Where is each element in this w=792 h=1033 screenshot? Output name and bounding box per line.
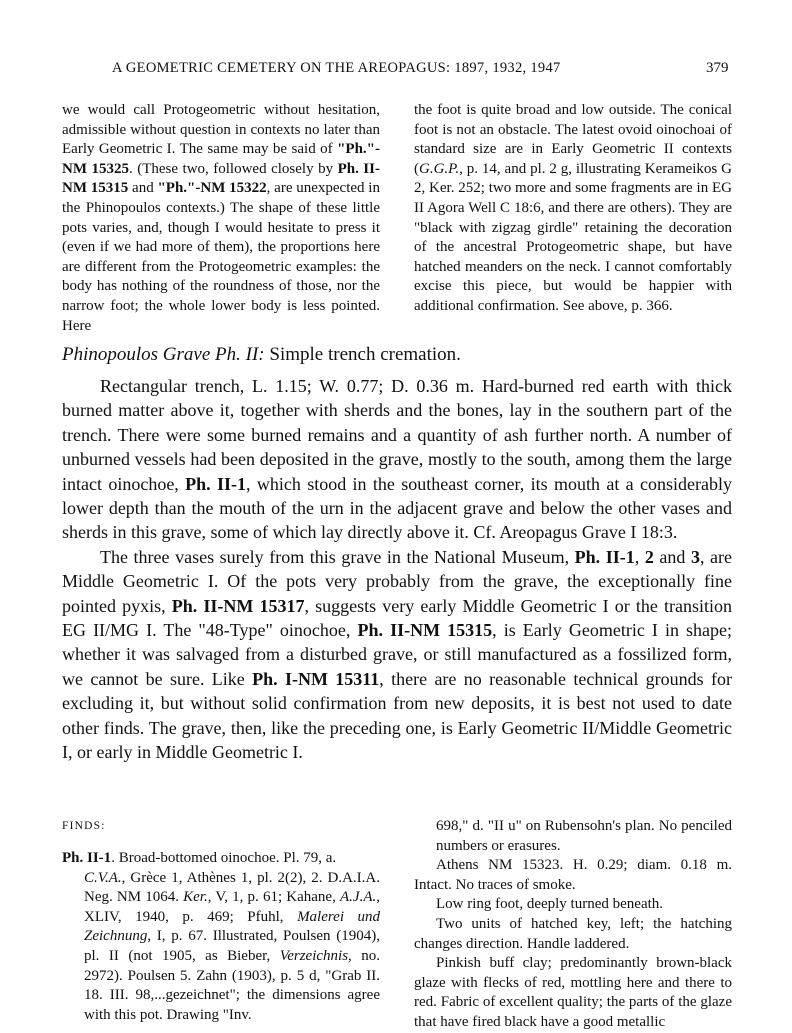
finds-decoration: Two units of hatched key, left; the hatching changes direction. Handle laddered.	[414, 915, 732, 952]
right-column-paragraph: the foot is quite broad and low outside. The conical foot is not an obstacle. The latest ovoid oinochoai of standard size are in Early Geometric II contexts (G.G.P., p. 14, and pl. 2 g, illustrating Kerameikos G 2, Ker. 252; two more and some fragments are in EG II Agora Well C 18:6, and there are others). They are "black with zigzag girdle" retaining the decoration of the ancestral Protogeometric shape, but have hatched meanders on the neck. I cannot comfortably excise this piece, but would be happier with additional confirmation. See above, p. 366.	[414, 102, 732, 314]
finds-entry-title: Ph. II-1. Broad-bottomed oinochoe. Pl. 79, a.	[62, 850, 337, 866]
running-header: A GEOMETRIC CEMETERY ON THE AREOPAGUS: 1897, 1932, 1947	[112, 60, 561, 76]
finds-fabric: Pinkish buff clay; predominantly brown-black glaze with flecks of red, mottling here and there to red. Fabric of excellent quality; the parts of the glaze that have fired black have a good metallic	[414, 955, 732, 1030]
page-number: 379	[706, 60, 729, 76]
description-paragraph-1: Rectangular trench, L. 1.15; W. 0.77; D. 0.36 m. Hard-burned red earth with thick burned matter above it, together with sherds and the bones, lay in the southern part of the trench. There were some burned remains and a quantity of ash further north. A number of unburned vessels had been deposited in the grave, mostly to the south, among them the large intact oinochoe, Ph. II-1, which stood in the southeast corner, its mouth at a considerably lower depth than the mouth of the urn in the adjacent grave and below the other vases and sherds in this grave, some of which lay directly above it. Cf. Areopagus Grave I 18:3.	[62, 376, 732, 543]
finds-museum-dimensions: Athens NM 15323. H. 0.29; diam. 0.18 m. Intact. No traces of smoke.	[414, 857, 732, 893]
grave-heading: Phinopoulos Grave Ph. II: Simple trench cremation.	[62, 344, 461, 365]
description-paragraph-2: The three vases surely from this grave in the National Museum, Ph. II-1, 2 and 3, are Middle Geometric I. Of the pots very probably from the grave, the exceptionally fine pointed pyxis, Ph. II-NM 15317, suggests very early Middle Geometric I or the transition EG II/MG I. The "48-Type" oinochoe, Ph. II-NM 15315, is Early Geometric I in shape; whether it was salvaged from a disturbed grave, or still manufactured as a fossilized form, we cannot be sure. Like Ph. I-NM 15311, there are no reasonable technical grounds for excluding it, but without solid confirmation from new deposits, it is best not used to date other finds. The grave, then, like the preceding one, is Early Geometric II/Middle Geometric I, or early in Middle Geometric I.	[62, 546, 733, 763]
finds-right-column	[414, 817, 732, 1033]
left-column-paragraph: we would call Protogeometric without hesitation, admissible without question in contexts no later than Early Geometric I. The same may be said of "Ph."-NM 15325. (These two, followed closely by Ph. II-NM 15315 and "Ph."-NM 15322, are unexpected in the Phinopoulos contexts.) The shape of these little pots varies, and, though I would hesitate to press it (even if we had more of them), the proportions here are different from the Protogeometric examples: the body has nothing of the roundness of those, nor the narrow foot; the whole lower body is less pointed. Here	[62, 102, 380, 334]
right-column-text	[414, 101, 732, 317]
grave-description	[62, 374, 732, 765]
finds-label: FINDS:	[62, 820, 106, 832]
finds-left-column	[62, 849, 380, 1025]
left-column-text	[62, 101, 380, 336]
finds-references-continued: 698," d. "II u" on Rubensohn's plan. No penciled numbers or erasures.	[436, 818, 732, 854]
finds-references: C.V.A., Grèce 1, Athènes 1, pl. 2(2), 2. D.A.I.A. Neg. NM 1064. Ker., V, 1, p. 61; Kahane, A.J.A., XLIV, 1940, p. 469; Pfuhl, Malerei und Zeichnung, I, p. 67. Illustrated, Poulsen (1904), pl. II (not 1905, as Bieber, Verzeichnis, no. 2972). Poulsen 5. Zahn (1903), p. 5 d, "Grab II. 18. III. 98,...gezeichnet"; the dimensions agree with this pot. Drawing "Inv.	[84, 869, 381, 1023]
finds-foot: Low ring foot, deeply turned beneath.	[436, 896, 664, 913]
